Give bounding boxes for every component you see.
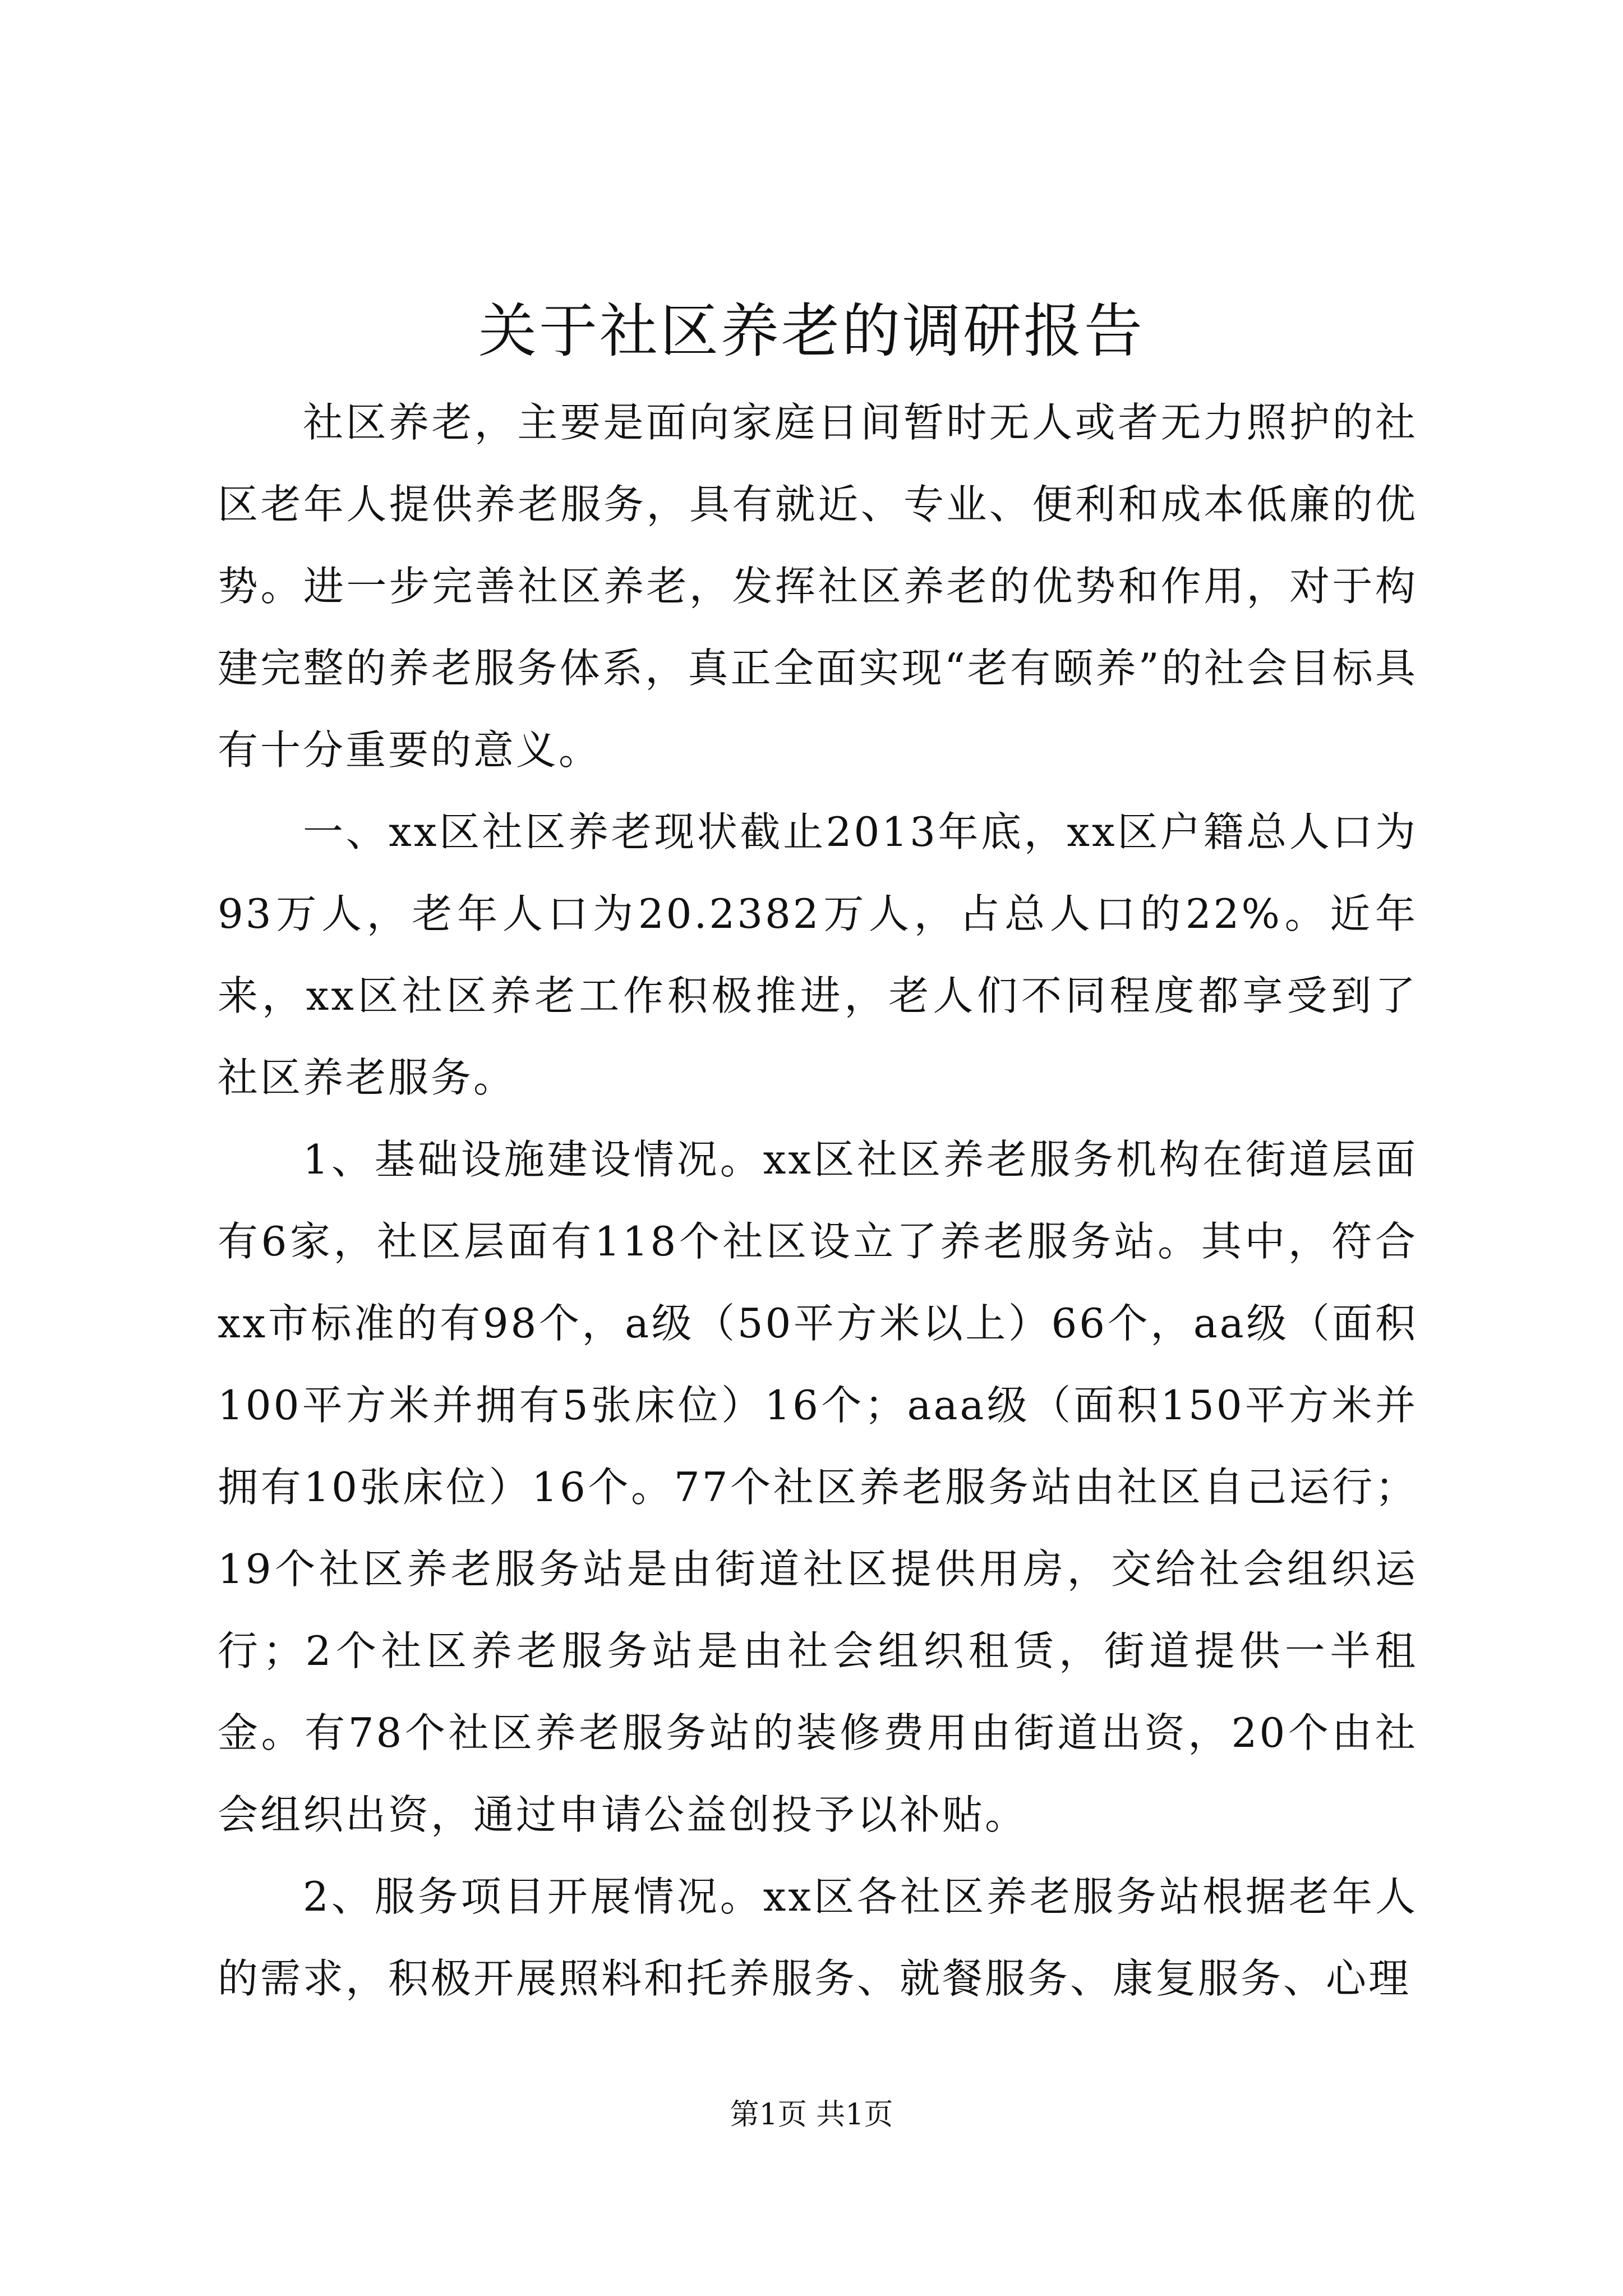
paragraph-infrastructure: 1、基础设施建设情况。xx区社区养老服务机构在街道层面有6家，社区层面有118个社区设立了养老服务站。其中，符合xx市标准的有98个，a级（50平方米以上）66个，aa级（面积100平方米并拥有5张床位）16个；aaa级（面积150平方米并拥有10张床位）16个。77个社区养老服务站由社区自己运行；19个社区养老服务站是由街道社区提供用房，交给社会组织运行；2个社区养老服务站是由社会组织租赁，街道提供一半租金。有78个社区养老服务站的装修费用由街道出资，20个由社会组织出资，通过申请公益创投予以补贴。 bbox=[218, 1136, 1418, 1838]
document-body bbox=[218, 381, 1418, 2019]
paragraph-current-status: 一、xx区社区养老现状截止2013年底，xx区户籍总人口为93万人，老年人口为20.2382万人，占总人口的22%。近年来，xx区社区养老工作积极推进，老人们不同程度都享受到了社区养老服务。 bbox=[218, 808, 1418, 1101]
document-title: 关于社区养老的调研报告 bbox=[478, 297, 1145, 365]
paragraph-intro: 社区养老，主要是面向家庭日间暂时无人或者无力照护的社区老年人提供养老服务，具有就近、专业、便利和成本低廉的优势。进一步完善社区养老，发挥社区养老的优势和作用，对于构建完整的养老服务体系，真正全面实现“老有颐养”的社会目标具有十分重要的意义。 bbox=[218, 399, 1418, 774]
page-footer: 第1页 共1页 bbox=[730, 2098, 893, 2132]
paragraph-services: 2、服务项目开展情况。xx区各社区养老服务站根据老年人的需求，积极开展照料和托养服务、就餐服务、康复服务、心理 bbox=[218, 1873, 1418, 2002]
